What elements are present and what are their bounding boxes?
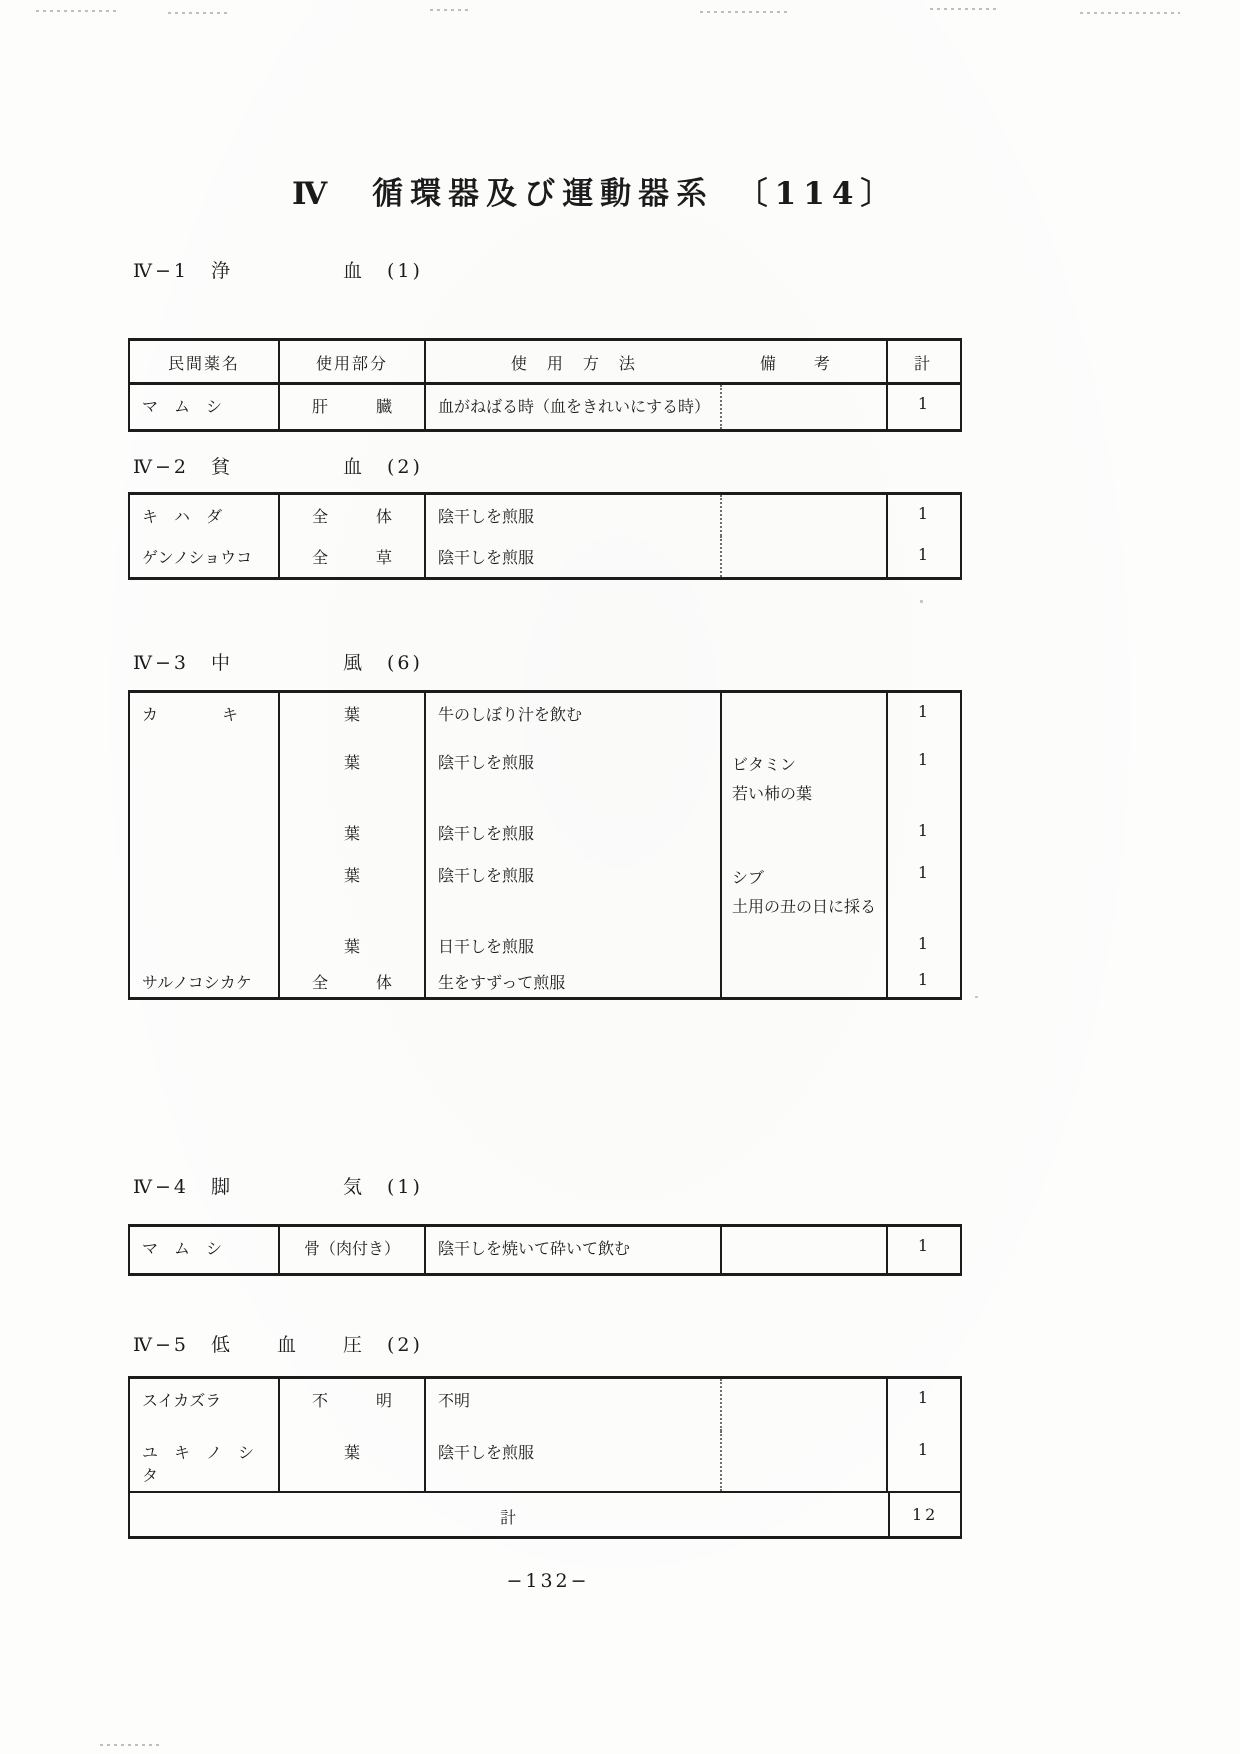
table-row [130,854,960,925]
cell-count: 1 [917,504,929,523]
cell-count: 1 [917,1236,929,1255]
cell-count: 1 [917,970,929,989]
cell-name: サルノコシカケ [130,961,280,997]
cell-note [722,812,888,854]
cell-note [722,961,888,997]
cell-note: ビタミン 若い柿の葉 [722,741,888,812]
cell-note [722,1431,888,1491]
scan-artifact [100,1744,160,1746]
table-row [130,385,960,429]
cell-method: 不明 [426,1379,722,1431]
scan-artifact [1080,12,1180,14]
cell-part: 葉 [280,693,426,741]
cell-name [130,925,280,961]
cell-method: 牛のしぼり汁を飲む [426,693,722,741]
cell-part: 不 明 [280,1379,426,1431]
cell-method: 陰干しを煎服 [426,1431,722,1491]
col-header-name: 民間薬名 [130,341,280,382]
cell-note: シブ 土用の丑の日に採る [722,854,888,925]
cell-method: 血がねばる時（血をきれいにする時） [426,385,722,429]
cell-note [722,495,888,536]
cell-method: 生をすずって煎服 [426,961,722,997]
cell-method: 陰干しを焼いて砕いて飲む [426,1227,722,1273]
cell-part: 骨（肉付き） [280,1227,426,1273]
table-row [130,1379,960,1431]
table-iv-3 [128,690,962,1000]
table-row [130,1431,960,1491]
section-heading-iv-1: Ⅳ−1 浄 血 (1) [133,260,423,282]
col-header-total: 計 [913,354,932,373]
cell-count: 1 [917,750,929,769]
section-heading-iv-2: Ⅳ−2 貧 血 (2) [133,456,423,478]
table-row [130,925,960,961]
scan-artifact [975,996,978,998]
cell-note [722,1379,888,1431]
cell-note [722,1227,888,1273]
table-iv-4 [128,1224,962,1276]
cell-count: 1 [917,863,929,882]
scan-artifact [930,8,1000,10]
cell-note [722,693,888,741]
table-row [130,536,960,577]
table-iv-2 [128,492,962,580]
cell-part: 全 草 [280,536,426,577]
section-heading-iv-4: Ⅳ−4 脚 気 (1) [133,1176,423,1198]
cell-count: 1 [917,545,929,564]
page-title: Ⅳ 循環器及び運動器系 〔114〕 [292,176,899,212]
cell-method: 陰干しを煎服 [426,812,722,854]
cell-method: 陰干しを煎服 [426,495,722,536]
col-header-note: 備 考 [759,354,832,373]
cell-name: マ ム シ [130,1227,280,1273]
scan-artifact [168,12,228,14]
scan-artifact [700,11,790,13]
col-header-part: 使用部分 [280,341,426,382]
cell-part: 葉 [280,812,426,854]
scan-artifact [920,600,923,603]
cell-method: 日干しを煎服 [426,925,722,961]
scan-artifact [430,9,470,11]
cell-count: 1 [917,1440,929,1459]
total-row [130,1491,960,1536]
cell-part: 全 体 [280,961,426,997]
table-row [130,693,960,741]
cell-name: キ ハ ダ [130,495,280,536]
table-row [130,812,960,854]
total-value: 12 [911,1505,939,1524]
cell-part: 葉 [280,854,426,925]
cell-name [130,854,280,925]
cell-name: カ キ [130,693,280,741]
page-number: −132− [506,1570,590,1592]
cell-part: 葉 [280,741,426,812]
table-row [130,1227,960,1273]
cell-note [722,385,888,429]
col-header-method: 使 用 方 法 [510,354,637,373]
cell-name: マ ム シ [130,385,280,429]
cell-part: 葉 [280,925,426,961]
cell-note [722,925,888,961]
cell-part: 全 体 [280,495,426,536]
cell-method: 陰干しを煎服 [426,854,722,925]
cell-name [130,741,280,812]
cell-count: 1 [917,1388,929,1407]
table-iv-1 [128,338,962,432]
section-heading-iv-3: Ⅳ−3 中 風 (6) [133,652,423,674]
section-heading-iv-5: Ⅳ−5 低 血 圧 (2) [133,1334,423,1356]
table-row [130,741,960,812]
total-label: 計 [130,1493,890,1536]
cell-note [722,536,888,577]
table-row [130,961,960,997]
cell-name: ユ キ ノ シ タ [130,1431,280,1491]
cell-method: 陰干しを煎服 [426,741,722,812]
cell-method: 陰干しを煎服 [426,536,722,577]
cell-name: スイカズラ [130,1379,280,1431]
cell-count: 1 [917,934,929,953]
cell-count: 1 [917,394,929,413]
table-row [130,495,960,536]
cell-part: 肝 臓 [280,385,426,429]
cell-part: 葉 [280,1431,426,1491]
col-header-method-note [426,341,888,382]
scan-artifact [36,10,116,12]
cell-name: ゲンノショウコ [130,536,280,577]
table-header-row [130,341,960,385]
cell-count: 1 [917,702,929,721]
cell-count: 1 [917,821,929,840]
cell-name [130,812,280,854]
table-iv-5 [128,1376,962,1539]
